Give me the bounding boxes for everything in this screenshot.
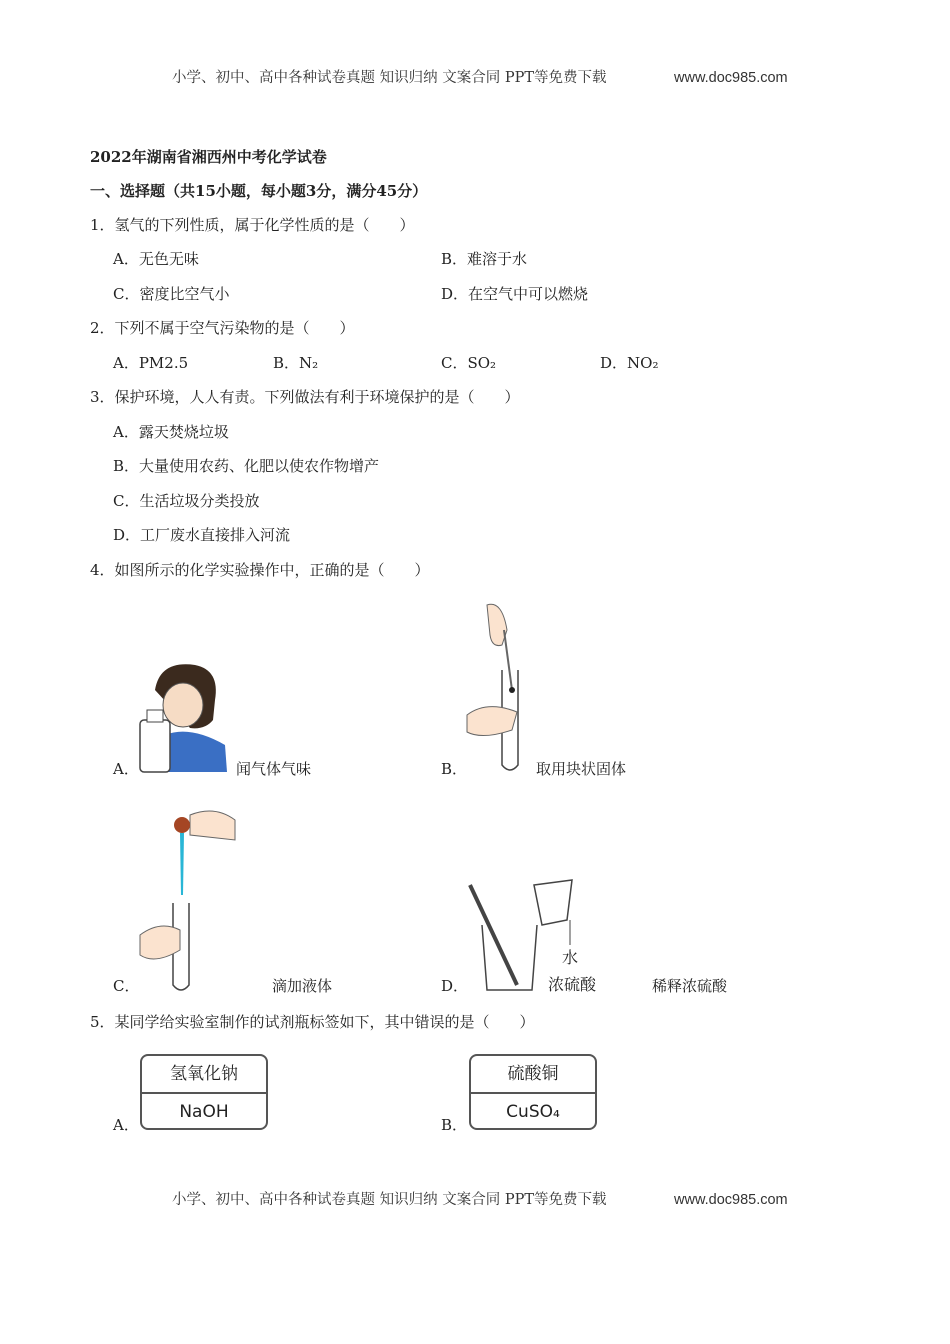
q1-option-b: B．难溶于水 xyxy=(441,250,528,268)
reagent-formula: NaOH xyxy=(179,1102,229,1122)
q2-option-c: C．SO₂ xyxy=(441,354,497,372)
drop-liquid-figure xyxy=(135,805,245,995)
footer-url[interactable]: www.doc985.com xyxy=(674,1192,788,1208)
header-text: 小学、初中、高中各种试卷真题 知识归纳 文案合同 PPT等免费下载 xyxy=(172,70,607,86)
exam-title: 2022年湖南省湘西州中考化学试卷 xyxy=(90,148,327,166)
q3-option-d: D．工厂废水直接排入河流 xyxy=(113,526,291,544)
water-label: 水 xyxy=(562,948,579,967)
q4-option-c-letter: C． xyxy=(113,977,140,995)
question-5: 5．某同学给实验室制作的试剂瓶标签如下，其中错误的是（ ） xyxy=(90,1013,535,1031)
question-1: 1．氢气的下列性质，属于化学性质的是（ ） xyxy=(90,216,415,234)
q3-option-a: A．露天焚烧垃圾 xyxy=(113,423,229,441)
reagent-label-b xyxy=(469,1054,597,1130)
q4-option-a-letter: A． xyxy=(113,760,139,778)
solid-reagent-figure xyxy=(462,600,542,778)
q3-option-c: C．生活垃圾分类投放 xyxy=(113,492,260,510)
reagent-name: 硫酸铜 xyxy=(471,1056,595,1094)
q5-option-b-letter: B． xyxy=(441,1116,468,1134)
q4-option-b-letter: B． xyxy=(441,760,468,778)
q1-option-c: C．密度比空气小 xyxy=(113,285,230,303)
smell-gas-figure xyxy=(135,660,230,775)
q1-option-a: A．无色无味 xyxy=(113,250,199,268)
q1-option-d: D．在空气中可以燃烧 xyxy=(441,285,589,303)
q2-option-d: D．NO₂ xyxy=(600,354,659,372)
q3-option-b: B．大量使用农药、化肥以使农作物增产 xyxy=(113,457,380,475)
q2-option-a: A．PM2.5 xyxy=(113,354,189,372)
reagent-formula: CuSO₄ xyxy=(506,1102,560,1122)
reagent-label-a xyxy=(140,1054,268,1130)
question-4: 4．如图所示的化学实验操作中，正确的是（ ） xyxy=(90,561,430,579)
question-3: 3．保护环境，人人有责。下列做法有利于环境保护的是（ ） xyxy=(90,388,520,406)
reagent-name: 氢氧化钠 xyxy=(142,1056,266,1094)
q4-option-a-caption: 闻气体气味 xyxy=(236,760,312,778)
q4-option-d-letter: D． xyxy=(441,977,469,995)
q2-option-b: B．N₂ xyxy=(273,354,319,372)
acid-label: 浓硫酸 xyxy=(548,975,597,994)
section-heading: 一、选择题（共15小题，每小题3分，满分45分） xyxy=(90,182,428,200)
header-url[interactable]: www.doc985.com xyxy=(674,70,788,86)
q4-option-c-caption: 滴加液体 xyxy=(272,977,333,995)
question-2: 2．下列不属于空气污染物的是（ ） xyxy=(90,319,355,337)
q4-option-d-caption: 稀释浓硫酸 xyxy=(652,977,728,995)
footer-text: 小学、初中、高中各种试卷真题 知识归纳 文案合同 PPT等免费下载 xyxy=(172,1192,607,1208)
q4-option-b-caption: 取用块状固体 xyxy=(536,760,627,778)
q5-option-a-letter: A． xyxy=(113,1116,139,1134)
